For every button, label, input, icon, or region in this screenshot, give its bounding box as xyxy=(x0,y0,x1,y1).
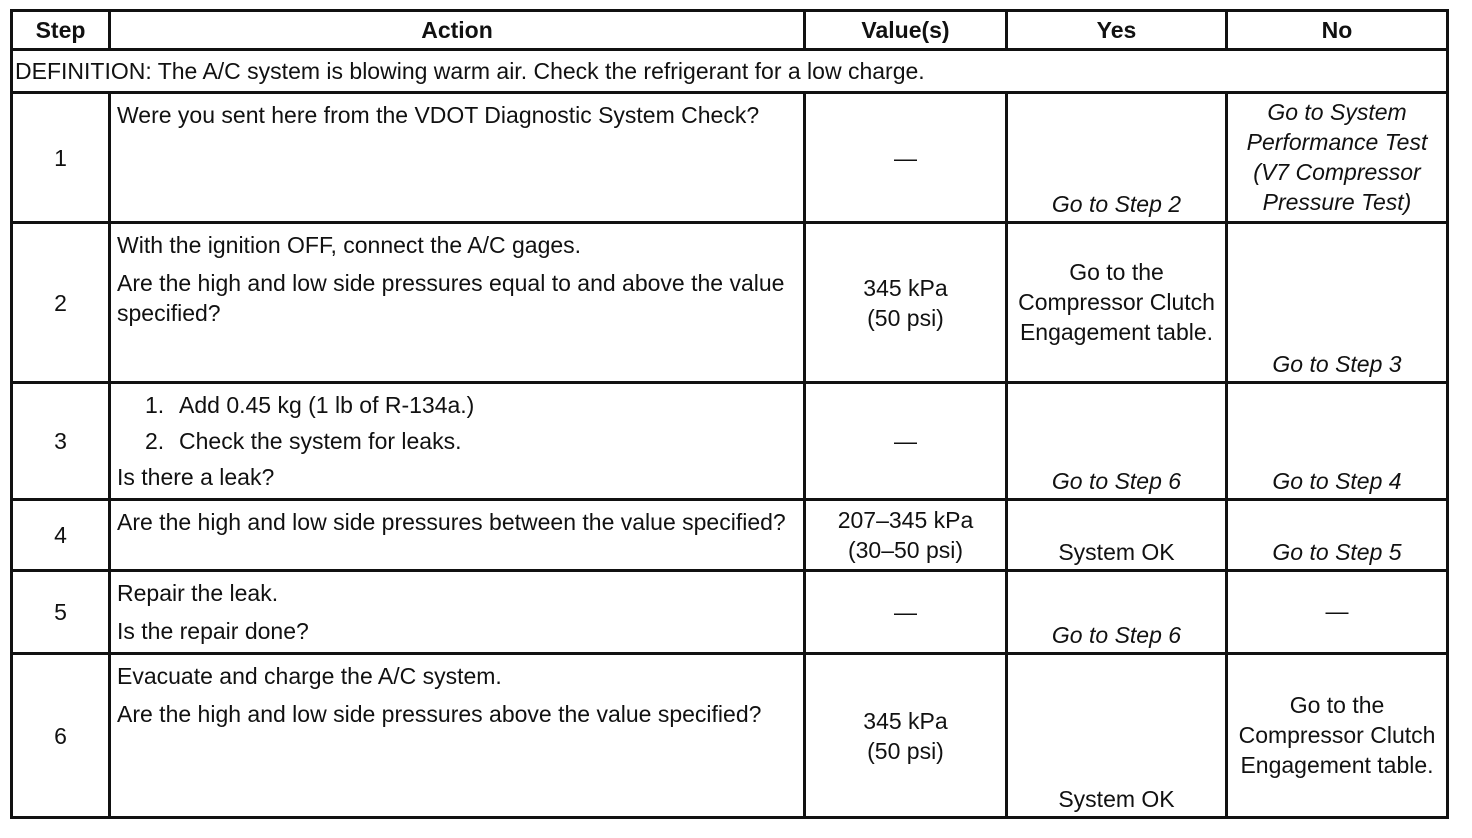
action-question: Is the repair done? xyxy=(117,618,309,644)
action-text: Repair the leak. xyxy=(117,580,279,606)
header-step: Step xyxy=(12,11,110,50)
action-cell xyxy=(110,223,805,383)
value-cell xyxy=(805,500,1007,571)
step-number: 3 xyxy=(12,383,110,500)
value-cell xyxy=(805,571,1007,654)
step-number: 6 xyxy=(12,654,110,818)
action-cell xyxy=(110,654,805,818)
list-text: Check the system for leaks. xyxy=(179,428,462,454)
header-yes: Yes xyxy=(1007,11,1227,50)
table-row xyxy=(12,383,1448,500)
action-text: Are the high and low side pressures between the value specified? xyxy=(117,509,786,535)
value-cell xyxy=(805,93,1007,223)
header-value: Value(s) xyxy=(805,11,1007,50)
header-row xyxy=(12,11,1448,50)
action-text: Were you sent here from the VDOT Diagnostic System Check? xyxy=(117,102,760,128)
list-item xyxy=(117,390,799,420)
action-question: Is there a leak? xyxy=(117,464,275,490)
diagnostic-table xyxy=(10,9,1449,819)
no-result: Go to System Performance Test (V7 Compressor Pressure Test) xyxy=(1227,93,1448,223)
definition-row xyxy=(12,50,1448,93)
no-result: Go to Step 3 xyxy=(1227,223,1448,383)
value-text: — xyxy=(894,599,917,625)
no-result: — xyxy=(1227,571,1448,654)
yes-result: System OK xyxy=(1007,654,1227,818)
list-number: 2. xyxy=(145,428,165,454)
list-item xyxy=(117,426,799,456)
value-text: (50 psi) xyxy=(867,737,944,764)
table-row xyxy=(12,654,1448,818)
list-number: 1. xyxy=(145,392,165,418)
table-row xyxy=(12,93,1448,223)
step-number: 5 xyxy=(12,571,110,654)
no-result: Go to the Compressor Clutch Engagement table. xyxy=(1227,654,1448,818)
no-result: Go to Step 4 xyxy=(1227,383,1448,500)
action-question: Are the high and low side pressures above the value specified? xyxy=(117,701,762,727)
action-question: Are the high and low side pressures equal to and above the value specified? xyxy=(117,270,785,326)
table-row xyxy=(12,500,1448,571)
action-cell xyxy=(110,500,805,571)
list-text: Add 0.45 kg (1 lb of R-134a.) xyxy=(179,392,475,418)
no-result: Go to Step 5 xyxy=(1227,500,1448,571)
value-text: (30–50 psi) xyxy=(847,537,964,563)
value-text: (50 psi) xyxy=(867,304,944,331)
yes-result: Go to Step 6 xyxy=(1007,571,1227,654)
action-list xyxy=(117,390,799,456)
header-no: No xyxy=(1227,11,1448,50)
header-action: Action xyxy=(110,11,805,50)
definition-text: DEFINITION: The A/C system is blowing warm air. Check the refrigerant for a low charge. xyxy=(12,50,1448,93)
value-cell xyxy=(805,383,1007,500)
action-text: With the ignition OFF, connect the A/C gages. xyxy=(117,232,582,258)
value-text: 207–345 kPa xyxy=(837,507,974,533)
value-text: 345 kPa xyxy=(863,274,948,301)
value-text: 345 kPa xyxy=(863,707,948,734)
step-number: 2 xyxy=(12,223,110,383)
yes-result: System OK xyxy=(1007,500,1227,571)
action-cell xyxy=(110,93,805,223)
step-number: 1 xyxy=(12,93,110,223)
table-row xyxy=(12,223,1448,383)
action-cell xyxy=(110,571,805,654)
value-cell xyxy=(805,654,1007,818)
action-cell xyxy=(110,383,805,500)
value-text: — xyxy=(894,144,917,171)
yes-result: Go to Step 2 xyxy=(1007,93,1227,223)
action-text: Evacuate and charge the A/C system. xyxy=(117,663,502,689)
yes-result: Go to the Compressor Clutch Engagement table. xyxy=(1007,223,1227,383)
value-text: — xyxy=(894,428,917,454)
yes-result: Go to Step 6 xyxy=(1007,383,1227,500)
table-row xyxy=(12,571,1448,654)
step-number: 4 xyxy=(12,500,110,571)
value-cell xyxy=(805,223,1007,383)
